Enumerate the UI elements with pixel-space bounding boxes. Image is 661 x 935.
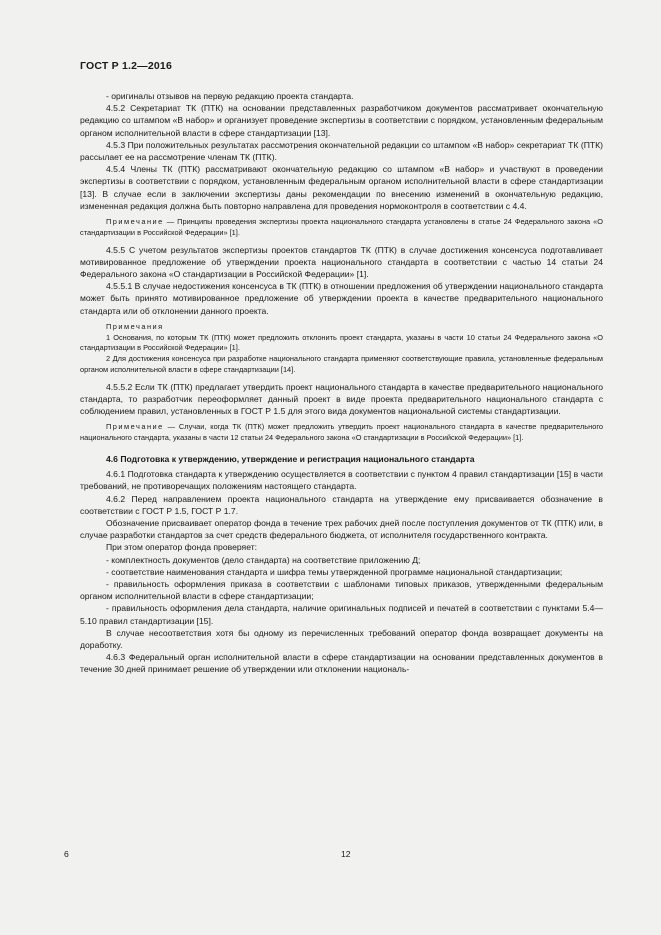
notes-heading: Примечания xyxy=(106,321,164,331)
note xyxy=(80,217,603,239)
list-item: - правильность оформления приказа в соответствии с шаблонами типовых приказов, утвержденными федеральным органом исполнительной власти в сфере стандартизации; xyxy=(80,579,603,602)
note-item: 1 Основания, по которым ТК (ПТК) может предложить отклонить проект стандарта, указаны в части 10 статьи 24 Федерального закона «О стандартизации в Российской Федерации» [1]. xyxy=(80,332,603,353)
page-number-right: 12 xyxy=(341,849,351,859)
note-label: Примечание xyxy=(106,217,164,227)
paragraph: 4.5.3 При положительных результатах рассмотрения окончательной редакции со штампом «В набор» секретариат ТК (ПТК) рассылает ее на рассмотрение членам ТК (ПТК). xyxy=(80,139,603,163)
paragraph: При этом оператор фонда проверяет: xyxy=(106,542,258,553)
paragraph: 4.5.2 Секретариат ТК (ПТК) на основании представленных разработчиком документов рассматривает окончательную редакцию со штампом «В набор» и организует проведение экспертизы в соответствии с порядком, установленным федеральным органом исполнительной власти в сфере стандартизации [13]. xyxy=(80,103,603,138)
paragraph: 4.6.1 Подготовка стандарта к утверждению осуществляется в соответствии с пунктом 4 правил стандартизации [15] в части требований, не противоречащих положениям настоящего стандарта. xyxy=(80,469,603,492)
paragraph: Обозначение присваивает оператор фонда в течение трех рабочих дней после поступления документов от ТК (ПТК) или, в случае разработки стандартов за счет средств федерального бюджета, от исполнителя государственного контракта. xyxy=(80,518,603,541)
paragraph: В случае несоответствия хотя бы одному из перечисленных требований оператор фонда возвращает документы на доработку. xyxy=(80,627,603,651)
paragraph: 4.5.5.2 Если ТК (ПТК) предлагает утвердить проект национального стандарта в качестве предварительного национального стандарта, то разработчик переоформляет данный проект в виде проекта предварительного национального стандарта с соблюдением правил, установленных в ГОСТ Р 1.5 для этого вида документов национальной системы стандартизации. xyxy=(80,381,603,417)
list-item: - правильность оформления дела стандарта, наличие оригинальных подписей и печатей в соответствии с пунктами 5.4—5.10 правил стандартизации [15]. xyxy=(80,603,603,626)
paragraph: 4.6.3 Федеральный орган исполнительной власти в сфере стандартизации на основании представленных документов в течение 30 дней принимает решение об утверждении или отклонении националь- xyxy=(80,652,603,675)
paragraph: 4.5.5.1 В случае недостижения консенсуса в ТК (ПТК) в отношении предложения об утверждении национального стандарта может быть принято мотивированное предложение об утверждении проекта в качестве предварительного национального стандарта или об отклонении данного проекта. xyxy=(80,281,603,316)
paragraph: 4.6.2 Перед направлением проекта национального стандарта на утверждение ему присваивается обозначение в соответствии с ГОСТ Р 1.5, ГОСТ Р 1.7. xyxy=(80,493,603,516)
page-number-left: 6 xyxy=(64,849,69,859)
document-header: ГОСТ Р 1.2—2016 xyxy=(80,60,173,72)
document-body xyxy=(80,90,603,676)
paragraph: - оригиналы отзывов на первую редакцию проекта стандарта. xyxy=(106,91,354,101)
paragraph: 4.5.5 С учетом результатов экспертизы проектов стандартов ТК (ПТК) в случае достижения консенсуса подготавливает мотивированное предложение об утверждении проекта национального стандарта в соответствии с частью 14 статьи 24 Федерального закона «О стандартизации в Российской Федерации» [1]. xyxy=(80,244,603,280)
list-item: - комплектность документов (дело стандарта) на соответствие приложению Д; xyxy=(106,554,421,565)
paragraph: 4.5.4 Члены ТК (ПТК) рассматривают окончательную редакцию со штампом «В набор» и участвуют в проведении экспертизы в соответствии с порядком, установленным федеральным органом исполнительной власти в сфере стандартизации [13]. В случае если в заключении экспертизы даны рекомендации по внесению изменений в окончательную редакцию, измененная редакция должна быть повторно направлена для проведения нормоконтроля в соответствии с 4.4. xyxy=(80,164,603,211)
note xyxy=(80,422,603,444)
note-text: — Случаи, когда ТК (ПТК) может предложить утвердить проект национального стандарта в качестве предварительного национального стандарта, указаны в части 12 статьи 24 Федерального закона «О стандартизации в Российской Федерации» [1]. xyxy=(80,422,603,443)
note-text: — Принципы проведения экспертизы проекта национального стандарта установлены в статье 24 Федерального закона «О стандартизации в Российской Федерации» [1]. xyxy=(80,217,603,237)
note-item: 2 Для достижения консенсуса при разработке национального стандарта применяют соответствующие правила, установленные федеральным органом исполнительной власти в сфере стандартизации [14]. xyxy=(80,354,603,375)
note-label: Примечание xyxy=(106,422,164,432)
list-item: - соответствие наименования стандарта и шифра темы утвержденной программе национальной стандартизации; xyxy=(106,566,563,577)
section-heading: 4.6 Подготовка к утверждению, утверждение и регистрация национального стандарта xyxy=(106,454,475,465)
